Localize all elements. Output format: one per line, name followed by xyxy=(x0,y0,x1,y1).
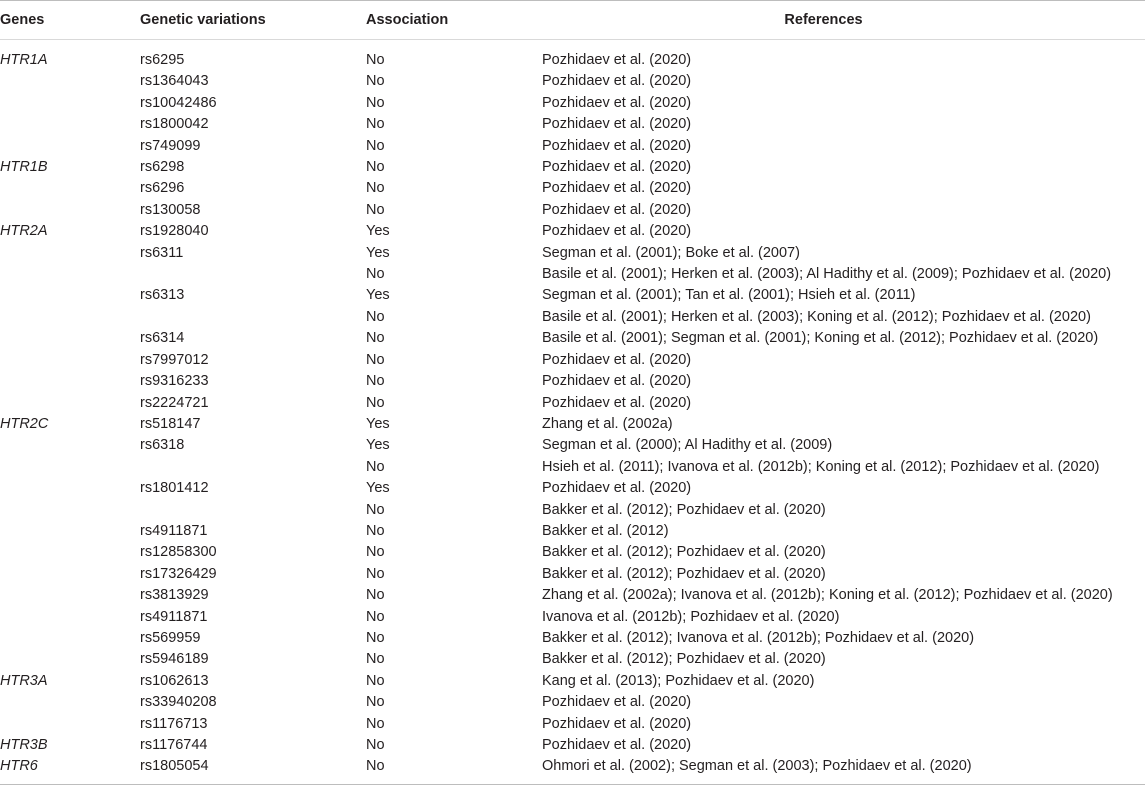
gene-cell: HTR3B xyxy=(0,737,48,753)
gene-cell xyxy=(0,264,140,285)
references-cell: Pozhidaev et al. (2020) xyxy=(542,715,692,732)
association-cell: No xyxy=(366,629,385,646)
references-cell: Bakker et al. (2012); Pozhidaev et al. (2020) xyxy=(542,565,826,582)
association-cell: No xyxy=(366,608,385,625)
association-cell: No xyxy=(366,116,385,133)
association-cell: Yes xyxy=(366,287,390,304)
table-row xyxy=(0,285,1145,306)
variation-cell: rs1176744 xyxy=(140,737,208,753)
gene-cell xyxy=(0,285,140,306)
references-cell: Pozhidaev et al. (2020) xyxy=(542,351,692,368)
association-cell: No xyxy=(366,94,385,111)
gene-cell xyxy=(0,564,140,585)
references-cell: Pozhidaev et al. (2020) xyxy=(542,394,692,411)
association-cell: No xyxy=(366,266,385,283)
table-row xyxy=(0,521,1145,542)
variation-cell: rs6313 xyxy=(140,287,185,304)
table-row xyxy=(0,671,1145,692)
variation-cell: rs1364043 xyxy=(140,73,209,90)
references-cell: Pozhidaev et al. (2020) xyxy=(542,94,692,111)
gene-cell: HTR2A xyxy=(0,223,48,240)
variation-cell: rs9316233 xyxy=(140,373,209,390)
association-cell: No xyxy=(366,458,385,475)
association-cell: No xyxy=(366,180,385,197)
gene-cell: HTR6 xyxy=(0,758,38,775)
association-cell: No xyxy=(366,351,385,368)
gene-cell xyxy=(0,178,140,199)
table-body xyxy=(0,40,1145,778)
association-cell: Yes xyxy=(366,415,390,432)
table-row xyxy=(0,114,1145,135)
table-row xyxy=(0,457,1145,478)
gene-cell xyxy=(0,435,140,456)
table-row xyxy=(0,264,1145,285)
table-row xyxy=(0,371,1145,392)
references-cell: Pozhidaev et al. (2020) xyxy=(542,116,692,133)
association-cell: No xyxy=(366,501,385,518)
header-row xyxy=(0,1,1145,40)
variation-cell: rs6314 xyxy=(140,330,185,347)
variation-cell: rs6318 xyxy=(140,437,185,454)
references-cell: Basile et al. (2001); Segman et al. (2001); Koning et al. (2012); Pozhidaev et al. (2020) xyxy=(542,330,1099,347)
association-cell: No xyxy=(366,137,385,154)
variation-cell xyxy=(140,264,366,285)
variation-cell: rs569959 xyxy=(140,629,201,646)
gene-cell xyxy=(0,350,140,371)
gene-cell xyxy=(0,200,140,221)
variation-cell: rs5946189 xyxy=(140,651,209,668)
association-cell: No xyxy=(366,544,385,561)
gene-cell xyxy=(0,628,140,649)
table-row xyxy=(0,607,1145,628)
association-cell: No xyxy=(366,737,385,753)
association-cell: No xyxy=(366,758,385,775)
table-row xyxy=(0,628,1145,649)
variation-cell: rs6296 xyxy=(140,180,185,197)
gene-cell xyxy=(0,307,140,328)
variation-cell: rs1805054 xyxy=(140,758,209,775)
variation-cell: rs7997012 xyxy=(140,351,209,368)
association-cell: No xyxy=(366,694,385,711)
references-cell: Pozhidaev et al. (2020) xyxy=(542,201,692,218)
references-cell: Bakker et al. (2012) xyxy=(542,522,669,539)
references-cell: Zhang et al. (2002a); Ivanova et al. (2012b); Koning et al. (2012); Pozhidaev et al. (2020) xyxy=(542,587,1113,604)
table-row xyxy=(0,756,1145,777)
table-row xyxy=(0,328,1145,349)
table-header xyxy=(0,1,1145,40)
table-row xyxy=(0,50,1145,71)
references-cell: Pozhidaev et al. (2020) xyxy=(542,73,692,90)
variation-cell: rs749099 xyxy=(140,137,201,154)
gene-cell xyxy=(0,692,140,713)
references-cell: Pozhidaev et al. (2020) xyxy=(542,694,692,711)
gene-cell xyxy=(0,457,140,478)
association-cell: Yes xyxy=(366,244,390,261)
association-cell: No xyxy=(366,52,385,68)
gene-cell: HTR3A xyxy=(0,672,48,689)
association-cell: No xyxy=(366,394,385,411)
header-genetic-variations: Genetic variations xyxy=(140,1,366,40)
table-row xyxy=(0,93,1145,114)
references-cell: Pozhidaev et al. (2020) xyxy=(542,159,692,176)
references-cell: Pozhidaev et al. (2020) xyxy=(542,52,692,68)
association-cell: No xyxy=(366,522,385,539)
table-row xyxy=(0,714,1145,735)
table-row xyxy=(0,307,1145,328)
references-cell: Bakker et al. (2012); Pozhidaev et al. (2020) xyxy=(542,544,826,561)
gene-cell: HTR1A xyxy=(0,52,48,68)
gene-cell xyxy=(0,114,140,135)
table-bottom-rule xyxy=(0,784,1145,785)
gene-cell xyxy=(0,542,140,563)
association-cell: No xyxy=(366,715,385,732)
gene-cell xyxy=(0,371,140,392)
variation-cell: rs6298 xyxy=(140,159,185,176)
variation-cell xyxy=(140,307,366,328)
gene-cell xyxy=(0,328,140,349)
table-spacer xyxy=(0,40,1145,51)
association-cell: No xyxy=(366,330,385,347)
references-cell: Pozhidaev et al. (2020) xyxy=(542,737,692,753)
references-cell: Ohmori et al. (2002); Segman et al. (2003); Pozhidaev et al. (2020) xyxy=(542,758,972,775)
table-row xyxy=(0,500,1145,521)
gene-cell xyxy=(0,136,140,157)
table-row xyxy=(0,414,1145,435)
table-row xyxy=(0,649,1145,670)
table-row xyxy=(0,136,1145,157)
references-cell: Pozhidaev et al. (2020) xyxy=(542,137,692,154)
variation-cell: rs6311 xyxy=(140,244,184,261)
references-cell: Hsieh et al. (2011); Ivanova et al. (2012b); Koning et al. (2012); Pozhidaev et al. (2020) xyxy=(542,458,1100,475)
association-cell: No xyxy=(366,373,385,390)
table-row xyxy=(0,435,1145,456)
header-association: Association xyxy=(366,1,542,40)
association-cell: No xyxy=(366,159,385,176)
references-cell: Bakker et al. (2012); Ivanova et al. (2012b); Pozhidaev et al. (2020) xyxy=(542,629,975,646)
table-row xyxy=(0,564,1145,585)
references-cell: Pozhidaev et al. (2020) xyxy=(542,180,692,197)
table-row xyxy=(0,478,1145,499)
variation-cell: rs1062613 xyxy=(140,672,209,689)
gene-cell xyxy=(0,243,140,264)
header-genes: Genes xyxy=(0,1,140,40)
gene-cell: HTR1B xyxy=(0,159,48,176)
references-cell: Pozhidaev et al. (2020) xyxy=(542,480,692,497)
table-row xyxy=(0,178,1145,199)
table-row xyxy=(0,585,1145,606)
gene-cell xyxy=(0,607,140,628)
references-cell: Pozhidaev et al. (2020) xyxy=(542,223,692,240)
gene-cell xyxy=(0,93,140,114)
references-cell: Segman et al. (2001); Boke et al. (2007) xyxy=(542,244,800,261)
table-row xyxy=(0,243,1145,264)
association-cell: Yes xyxy=(366,480,390,497)
association-cell: No xyxy=(366,565,385,582)
table-row xyxy=(0,71,1145,92)
variation-cell: rs6295 xyxy=(140,52,185,68)
variation-cell: rs2224721 xyxy=(140,394,209,411)
association-cell: Yes xyxy=(366,223,390,240)
table-row xyxy=(0,692,1145,713)
gene-cell xyxy=(0,500,140,521)
gene-cell xyxy=(0,649,140,670)
references-cell: Segman et al. (2000); Al Hadithy et al. (2009) xyxy=(542,437,833,454)
variation-cell: rs4911871 xyxy=(140,522,208,539)
references-cell: Basile et al. (2001); Herken et al. (2003); Koning et al. (2012); Pozhidaev et al. (2020) xyxy=(542,308,1091,325)
references-cell: Bakker et al. (2012); Pozhidaev et al. (2020) xyxy=(542,651,826,668)
variation-cell: rs33940208 xyxy=(140,694,217,711)
variation-cell: rs1928040 xyxy=(140,223,209,240)
table-row xyxy=(0,542,1145,563)
table-row xyxy=(0,221,1145,242)
variation-cell: rs1801412 xyxy=(140,480,209,497)
variation-cell: rs1800042 xyxy=(140,116,209,133)
references-cell: Bakker et al. (2012); Pozhidaev et al. (2020) xyxy=(542,501,826,518)
table-row xyxy=(0,350,1145,371)
header-references: References xyxy=(542,1,1145,40)
variation-cell: rs3813929 xyxy=(140,587,209,604)
variation-cell: rs12858300 xyxy=(140,544,217,561)
association-cell: No xyxy=(366,73,385,90)
gene-cell xyxy=(0,521,140,542)
gene-cell xyxy=(0,393,140,414)
table-row xyxy=(0,200,1145,221)
variation-cell: rs518147 xyxy=(140,415,201,432)
references-cell: Segman et al. (2001); Tan et al. (2001); Hsieh et al. (2011) xyxy=(542,287,916,304)
variation-cell: rs1176713 xyxy=(140,715,208,732)
variation-cell xyxy=(140,457,366,478)
references-cell: Pozhidaev et al. (2020) xyxy=(542,373,692,390)
table-row xyxy=(0,393,1145,414)
association-cell: No xyxy=(366,587,385,604)
association-cell: No xyxy=(366,308,385,325)
association-cell: No xyxy=(366,672,385,689)
association-cell: No xyxy=(366,651,385,668)
gene-cell xyxy=(0,714,140,735)
variation-cell: rs10042486 xyxy=(140,94,217,111)
references-cell: Zhang et al. (2002a) xyxy=(542,415,673,432)
references-cell: Kang et al. (2013); Pozhidaev et al. (2020) xyxy=(542,672,815,689)
variation-cell: rs130058 xyxy=(140,201,201,218)
variation-cell xyxy=(140,500,366,521)
association-cell: Yes xyxy=(366,437,390,454)
association-cell: No xyxy=(366,201,385,218)
references-cell: Ivanova et al. (2012b); Pozhidaev et al. (2020) xyxy=(542,608,840,625)
gene-cell xyxy=(0,585,140,606)
variation-cell: rs4911871 xyxy=(140,608,208,625)
gene-cell xyxy=(0,71,140,92)
variation-cell: rs17326429 xyxy=(140,565,217,582)
table-row xyxy=(0,157,1145,178)
gene-cell xyxy=(0,478,140,499)
gene-cell: HTR2C xyxy=(0,415,49,432)
references-cell: Basile et al. (2001); Herken et al. (2003); Al Hadithy et al. (2009); Pozhidaev et al. (2020) xyxy=(542,266,1112,283)
table-row xyxy=(0,735,1145,756)
